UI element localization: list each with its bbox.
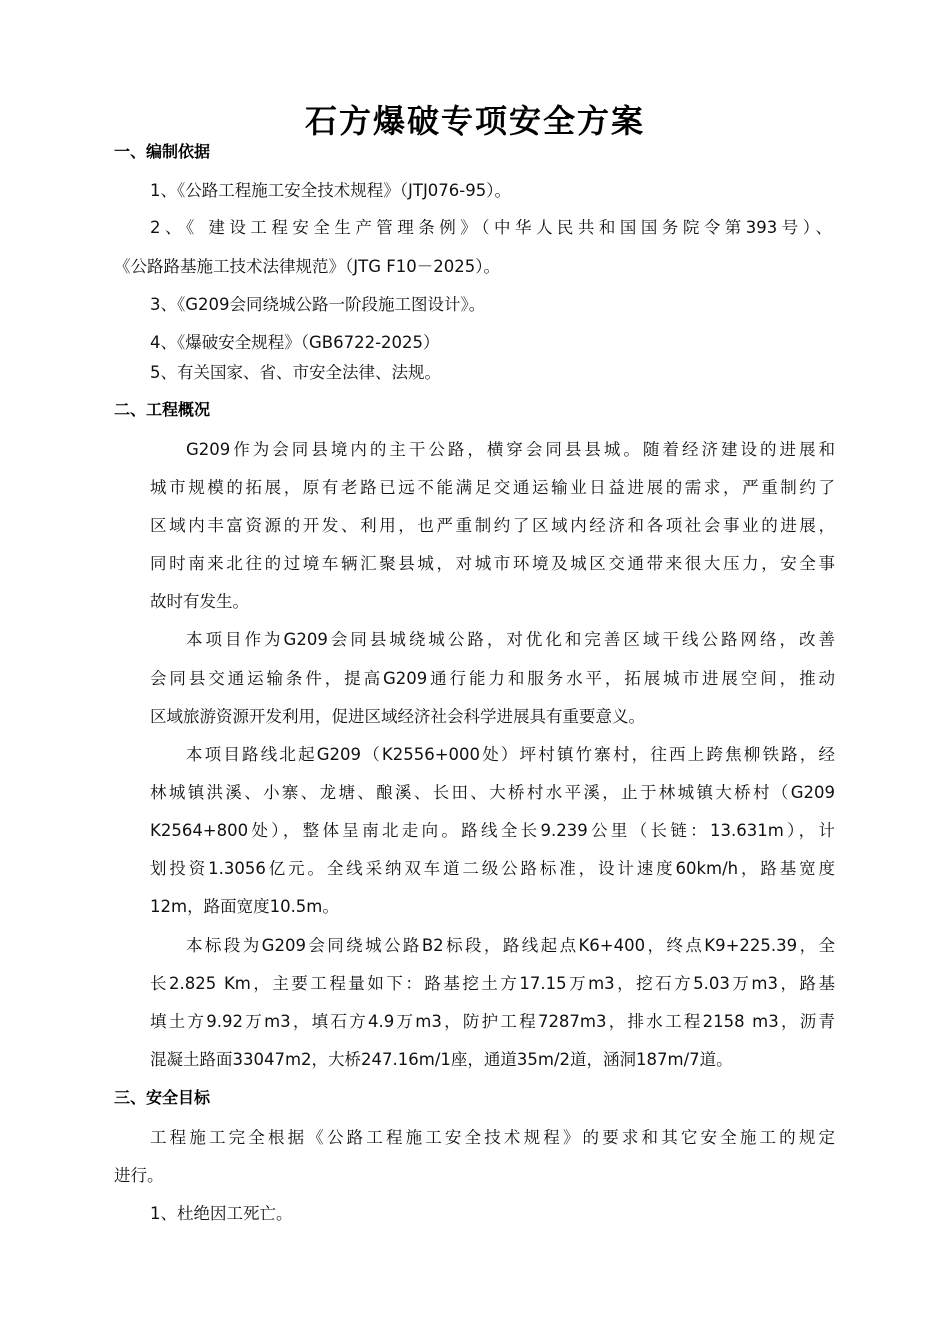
basis-item-2: 2、《 建设工程安全生产管理条例》（中华人民共和国国务院令第393号）、 (150, 218, 832, 237)
overview-p3-line-1: 本项目路线北起G209（K2556+000处）坪村镇竹寨村，往西上跨焦柳铁路，经 (186, 745, 835, 764)
overview-p4-line-2: 长2.825 Km，主要工程量如下：路基挖土方17.15万m3，挖石方5.03万m3，路基 (150, 974, 835, 993)
overview-p2-line-2: 会同县交通运输条件，提高G209通行能力和服务水平，拓展城市进展空间，推动 (150, 669, 835, 688)
section-heading-basis: 一、编制依据 (114, 142, 211, 161)
overview-p1-line-4: 同时南来北往的过境车辆汇聚县城，对城市环境及城区交通带来很大压力，安全事 (150, 554, 835, 573)
safety-goals-item-1: 1、杜绝因工死亡。 (150, 1204, 293, 1223)
safety-goals-line-2: 进行。 (114, 1166, 164, 1185)
overview-p4-line-4: 混凝土路面33047m2，大桥247.16m/1座，通道35m/2道，涵洞187m/7道。 (150, 1050, 733, 1069)
overview-p3-line-2: 林城镇洪溪、小寨、龙塘、酿溪、长田、大桥村水平溪，止于林城镇大桥村（G209 (150, 783, 835, 802)
overview-p2-line-3: 区域旅游资源开发利用，促进区域经济社会科学进展具有重要意义。 (150, 707, 645, 726)
basis-item-5: 5、有关国家、省、市安全法律、法规。 (150, 363, 441, 382)
document-title: 石方爆破专项安全方案 (304, 102, 645, 140)
overview-p4-line-1: 本标段为G209会同绕城公路B2标段，路线起点K6+400，终点K9+225.39，全 (186, 936, 835, 955)
overview-p1-line-2: 城市规模的拓展，原有老路已远不能满足交通运输业日益进展的需求，严重制约了 (150, 478, 835, 497)
overview-p3-line-3: K2564+800处），整体呈南北走向。路线全长9.239公里（长链：13.631m），计 (150, 821, 835, 840)
basis-item-4: 4、《爆破安全规程》（GB6722-2025） (150, 333, 440, 352)
overview-p4-line-3: 填土方9.92万m3，填石方4.9万m3，防护工程7287m3，排水工程2158 m3，沥青 (150, 1012, 835, 1031)
overview-p1-line-3: 区域内丰富资源的开发、利用，也严重制约了区域内经济和各项社会事业的进展， (150, 516, 835, 535)
overview-p2-line-1: 本项目作为G209会同县城绕城公路，对优化和完善区域干线公路网络，改善 (186, 630, 835, 649)
overview-p3-line-5: 12m，路面宽度10.5m。 (150, 897, 339, 916)
overview-p1-line-1: G209作为会同县境内的主干公路，横穿会同县县城。随着经济建设的进展和 (186, 440, 835, 459)
overview-p3-line-4: 划投资1.3056亿元。全线采纳双车道二级公路标准，设计速度60km/h，路基宽度 (150, 859, 835, 878)
overview-p1-line-5: 故时有发生。 (150, 592, 249, 611)
basis-item-3: 3、《G209会同绕城公路一阶段施工图设计》。 (150, 295, 486, 314)
section-heading-overview: 二、工程概况 (114, 400, 211, 419)
basis-item-1: 1、《公路工程施工安全技术规程》（JTJ076-95）。 (150, 181, 512, 200)
section-heading-safety-goals: 三、安全目标 (114, 1088, 211, 1107)
safety-goals-line-1: 工程施工完全根据《公路工程施工安全技术规程》的要求和其它安全施工的规定 (150, 1128, 835, 1147)
basis-item-2-cont: 《公路路基施工技术法律规范》（JTG F10－2025）。 (114, 257, 500, 276)
